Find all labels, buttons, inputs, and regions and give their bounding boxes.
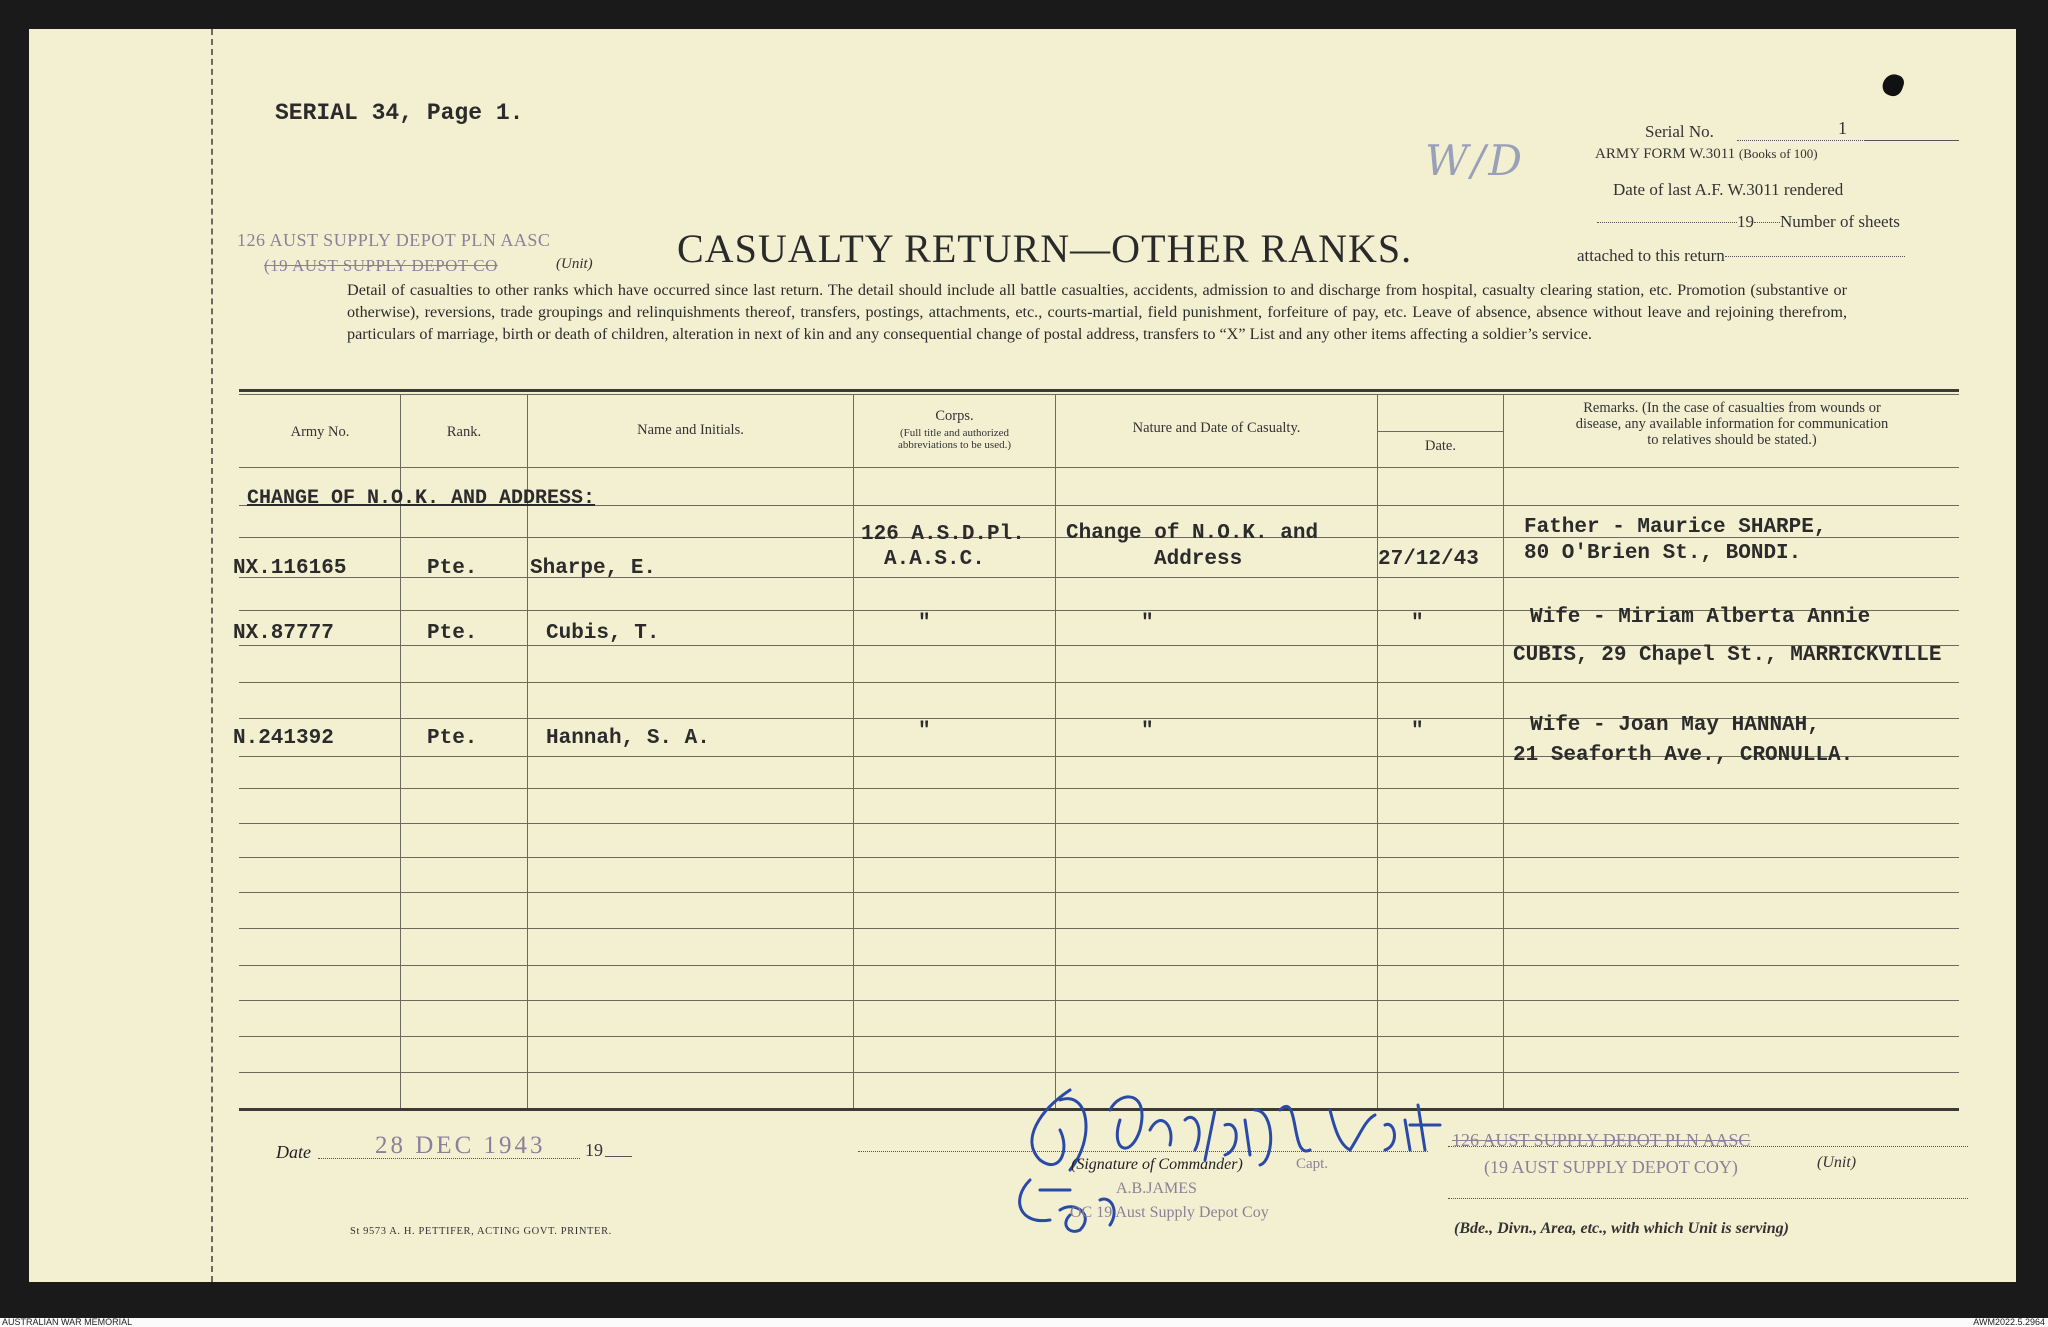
handwritten-annotation: W/D [1425, 136, 1525, 185]
date-stamp: 28 DEC 1943 [375, 1132, 546, 1159]
army-form-number: ARMY FORM W.3011 [1595, 146, 1736, 162]
row-rule [239, 892, 1959, 893]
col-header-rank: Rank. [446, 424, 482, 440]
formation-label: (Bde., Divn., Area, etc., with which Unit is serving) [1454, 1220, 1789, 1237]
col-header-army-no: Army No. [290, 424, 350, 440]
date-last-field [1597, 222, 1737, 223]
unit-line [1448, 1146, 1968, 1147]
row2-army-no: NX.87777 [233, 622, 334, 645]
signer-name-stamp: A.B.JAMES [1116, 1180, 1197, 1197]
header-bottom-rule [239, 467, 1959, 468]
date-header-rule [1378, 431, 1503, 432]
form-title: CASUALTY RETURN—OTHER RANKS. [677, 226, 1413, 271]
row1-nature-line1: Change of N.O.K. and [1066, 522, 1319, 545]
army-form-label [1595, 146, 1818, 163]
year-field [1754, 222, 1780, 223]
row3-rank: Pte. [427, 727, 478, 750]
row3-remarks-line1: Wife - Joan May HANNAH, [1530, 714, 1820, 737]
row3-army-no: N.241392 [233, 727, 334, 750]
serial-no-value: 1 [1838, 118, 1847, 138]
bottom-unit-label: (Unit) [1817, 1154, 1857, 1171]
row1-nature-line2: Address [1154, 548, 1243, 571]
row1-remarks-line2: 80 O'Brien St., BONDI. [1524, 542, 1802, 565]
formation-line [1448, 1198, 1968, 1199]
section-label: CHANGE OF N.O.K. AND ADDRESS: [247, 487, 596, 510]
serial-no-label: Serial No. [1645, 122, 1714, 141]
table-top-rule-2 [239, 394, 1959, 395]
bottom-unit-stamp-2: (19 AUST SUPPLY DEPOT COY) [1484, 1157, 1738, 1177]
row2-remarks-line2: CUBIS, 29 Chapel St., MARRICKVILLE [1513, 644, 1942, 667]
century-label: 19 [1737, 212, 1754, 231]
row-rule [239, 1000, 1959, 1001]
row3-date: " [1411, 720, 1424, 743]
date-year-prefix: 19 [585, 1140, 603, 1160]
row2-date: " [1411, 612, 1424, 635]
row2-corps: " [918, 612, 931, 635]
unit-stamp-line-2: (19 AUST SUPPLY DEPOT CO [264, 256, 498, 275]
row2-name: Cubis, T. [546, 622, 660, 645]
remarks-header-line-1: Remarks. (In the case of casualties from wounds or [1583, 400, 1881, 416]
row-rule [239, 788, 1959, 789]
books-note: (Books of 100) [1738, 146, 1818, 161]
row-rule [239, 577, 1959, 578]
corps-header-title: Corps. [935, 408, 974, 424]
signature-caption: (Signature of Commander) [1071, 1156, 1243, 1173]
unit-stamp-line-1: 126 AUST SUPPLY DEPOT PLN AASC [237, 230, 551, 250]
col-header-corps [854, 408, 1055, 451]
serial-no-field [1737, 140, 1867, 141]
row1-name: Sharpe, E. [530, 557, 657, 580]
remarks-header-line-3: to relatives should be stated.) [1647, 432, 1817, 448]
row-rule [239, 965, 1959, 966]
row2-rank: Pte. [427, 622, 478, 645]
row2-nature: " [1141, 612, 1154, 635]
instructions-paragraph: Detail of casualties to other ranks which have occurred since last return. The detail should include all battle casualties, accidents, admission to and discharge from hospital, casualty clearing station, etc. Promotion (substantive or otherwise), reversions, trade groupings and relinquishments thereof, transfers, postings, attachments, etc., courts-martial, field punishment, forfeiture of pay, etc. Leave of absence, absence without leave and rejoining therefrom, particulars of marriage, birth or death of children, alteration in next of kin and any consequential change of postal address, transfers to “X” List and any other items affecting a soldier’s service. [347, 281, 1847, 343]
serial-no-rule [1864, 140, 1959, 141]
unit-label: (Unit) [556, 256, 593, 272]
col-header-nature: Nature and Date of Casualty. [1132, 420, 1301, 436]
row2-remarks-line1: Wife - Miriam Alberta Annie [1530, 606, 1871, 629]
archive-reference: AWM2022.5.2964 [1973, 1317, 2045, 1327]
row-rule [239, 1036, 1959, 1037]
last-rendered-label: Date of last A.F. W.3011 rendered [1613, 180, 1844, 199]
row1-corps-line2: A.A.S.C. [884, 548, 985, 571]
attached-label [1577, 246, 1905, 266]
bottom-unit-stamp-1: 126 AUST SUPPLY DEPOT PLN AASC [1452, 1130, 1751, 1150]
printer-imprint: St 9573 A. H. PETTIFER, ACTING GOVT. PRINTER. [350, 1226, 612, 1237]
corps-header-note-2: abbreviations to be used.) [897, 439, 1012, 451]
number-of-sheets-label: Number of sheets [1780, 212, 1900, 231]
row3-corps: " [918, 720, 931, 743]
row-rule [239, 823, 1959, 824]
attached-text: attached to this return [1577, 246, 1725, 265]
archive-footer [0, 1318, 2048, 1327]
row1-remarks-line1: Father - Maurice SHARPE, [1524, 516, 1827, 539]
remarks-header-line-2: disease, any available information for communication [1575, 416, 1889, 432]
row3-name: Hannah, S. A. [546, 727, 710, 750]
perforation-line [211, 29, 213, 1282]
col-header-name: Name and Initials. [637, 422, 744, 438]
signature-rank-stamp: Capt. [1296, 1156, 1329, 1172]
table-top-rule [239, 389, 1959, 392]
year-line [1597, 212, 1900, 232]
row3-nature: " [1141, 720, 1154, 743]
col-header-date: Date. [1425, 438, 1456, 454]
row-rule [239, 682, 1959, 683]
col-header-remarks [1504, 400, 1960, 448]
date-year-rule [605, 1156, 632, 1157]
row1-army-no: NX.116165 [233, 557, 347, 580]
row1-rank: Pte. [427, 557, 478, 580]
row-rule [239, 857, 1959, 858]
row1-date: 27/12/43 [1378, 548, 1479, 571]
row1-corps-line1: 126 A.S.D.Pl. [861, 523, 1025, 546]
row-rule [239, 928, 1959, 929]
serial-page-heading: SERIAL 34, Page 1. [275, 100, 524, 126]
attached-field [1725, 256, 1905, 257]
date-label: Date [276, 1142, 311, 1162]
row3-remarks-line2: 21 Seaforth Ave., CRONULLA. [1513, 744, 1854, 767]
signer-unit-stamp: OC 19 Aust Supply Depot Coy [1070, 1204, 1269, 1221]
corps-header-note-1: (Full title and authorized [899, 427, 1010, 439]
archive-name: AUSTRALIAN WAR MEMORIAL [2, 1317, 133, 1327]
